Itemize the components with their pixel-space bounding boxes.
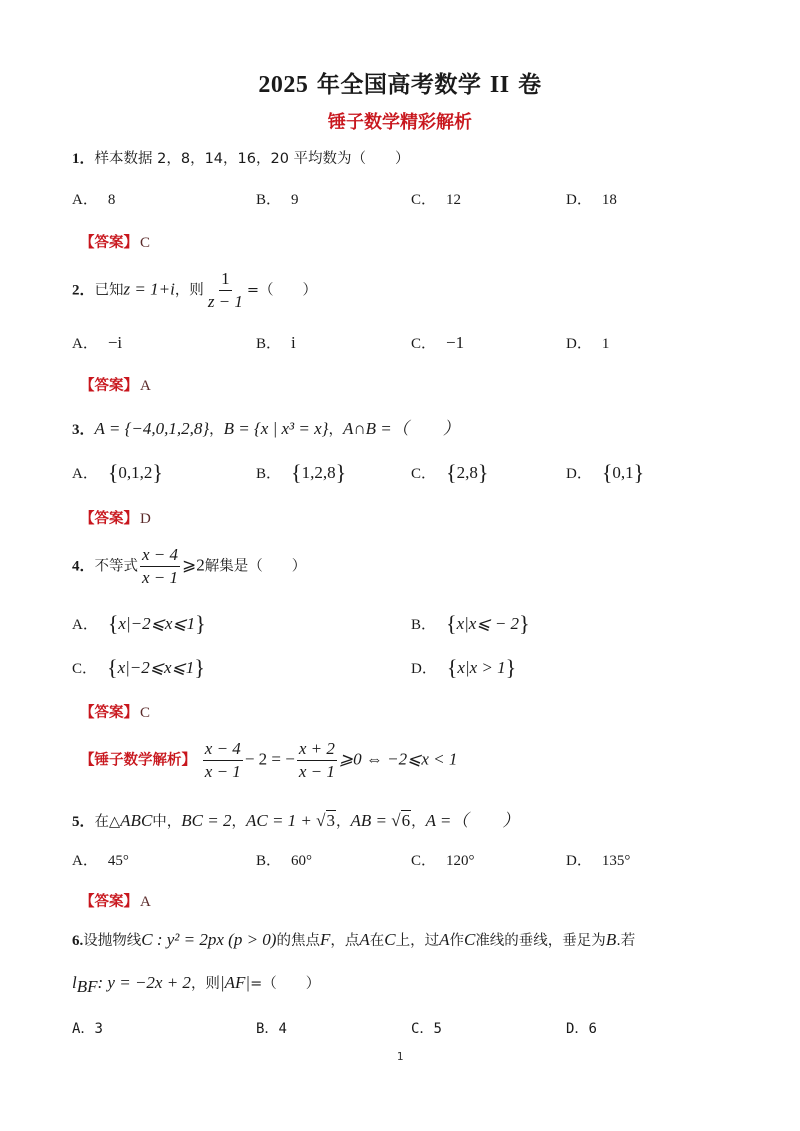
fraction: $\frac{x - 4}{x - 1}$ bbox=[142, 545, 179, 587]
q5-option-b: B． 60° bbox=[256, 853, 313, 869]
q4-option-d: D． {x|x > 1} bbox=[411, 655, 517, 680]
question-1-stem: 1．样本数据 2，8，14，16，20 平均数为（ ） bbox=[72, 151, 410, 167]
q2-option-a: A． −i bbox=[72, 333, 123, 352]
question-6-stem-line1: 6.设抛物线C : y² = 2px (p > 0)的焦点F，点A在C上，过A作C准线的垂线，垂足为B.若 bbox=[72, 930, 636, 949]
question-3-stem: 3．A = {−4,0,1,2,8}，B = {x | x³ = x}，A∩B =（ ） bbox=[72, 419, 460, 438]
q4-analysis: 【锤子数学解析】 $\frac{x - 4}{x - 1}$ − 2 = − $\frac{x + 2}{x - 1}$ ⩾0 ⇔ −2⩽x < 1 bbox=[80, 739, 458, 781]
page-title: 2025 年全国高考数学 II 卷 bbox=[258, 72, 542, 98]
q6-option-b: B．4 bbox=[256, 1021, 287, 1037]
q5-answer: 【答案】 A bbox=[80, 894, 151, 910]
q4-option-b: B． {x|x⩽ − 2} bbox=[411, 611, 530, 636]
q1-option-a: A． 8 bbox=[72, 192, 116, 208]
q1-option-c: C． 12 bbox=[411, 192, 462, 208]
q1-option-b: B． 9 bbox=[256, 192, 299, 208]
q5-option-c: C． 120° bbox=[411, 853, 475, 869]
q2-option-b: B． i bbox=[256, 333, 296, 352]
question-4-stem: 4．不等式 $\frac{x - 4}{x - 1}$ ⩾2解集是（ ） bbox=[72, 545, 307, 587]
q6-option-c: C．5 bbox=[411, 1021, 442, 1037]
q5-option-a: A． 45° bbox=[72, 853, 129, 869]
fraction: $\frac{1}{z - 1}$ bbox=[207, 269, 243, 311]
question-5-stem: 5．在△ABC中，BC = 2，AC = 1 + √3，AB = √6，A =（ ） bbox=[72, 811, 520, 830]
q4-option-a: A． {x|−2⩽x⩽1} bbox=[72, 611, 206, 636]
q3-option-d: D． {0,1} bbox=[566, 460, 645, 485]
fraction: $\frac{x - 4}{x - 1}$ bbox=[204, 739, 241, 781]
q4-option-c: C． {x|−2⩽x⩽1} bbox=[72, 655, 205, 680]
q3-option-a: A． {0,1,2} bbox=[72, 460, 163, 485]
q1-option-d: D． 18 bbox=[566, 192, 617, 208]
page-subtitle: 锤子数学精彩解析 bbox=[328, 112, 472, 133]
question-2-stem: 2．已知z = 1+i，则 $\frac{1}{z - 1}$ =（ ） bbox=[72, 269, 318, 311]
q2-option-c: C． −1 bbox=[411, 333, 465, 352]
q4-answer: 【答案】 C bbox=[80, 705, 151, 721]
q6-option-d: D．6 bbox=[566, 1021, 597, 1037]
q5-option-d: D． 135° bbox=[566, 853, 631, 869]
q3-option-b: B． {1,2,8} bbox=[256, 460, 347, 485]
question-6-stem-line2: $l_{BF}$: y = −2x + 2，则|AF|=（ ） bbox=[72, 973, 321, 996]
q2-answer: 【答案】 A bbox=[80, 378, 151, 394]
q3-answer: 【答案】 D bbox=[80, 511, 151, 527]
q6-option-a: A．3 bbox=[72, 1021, 103, 1037]
page-number: 1 bbox=[396, 1050, 404, 1063]
q3-option-c: C． {2,8} bbox=[411, 460, 489, 485]
q2-option-d: D． 1 bbox=[566, 336, 610, 352]
q1-answer: 【答案】 C bbox=[80, 235, 151, 251]
fraction: $\frac{x + 2}{x - 1}$ bbox=[298, 739, 335, 781]
